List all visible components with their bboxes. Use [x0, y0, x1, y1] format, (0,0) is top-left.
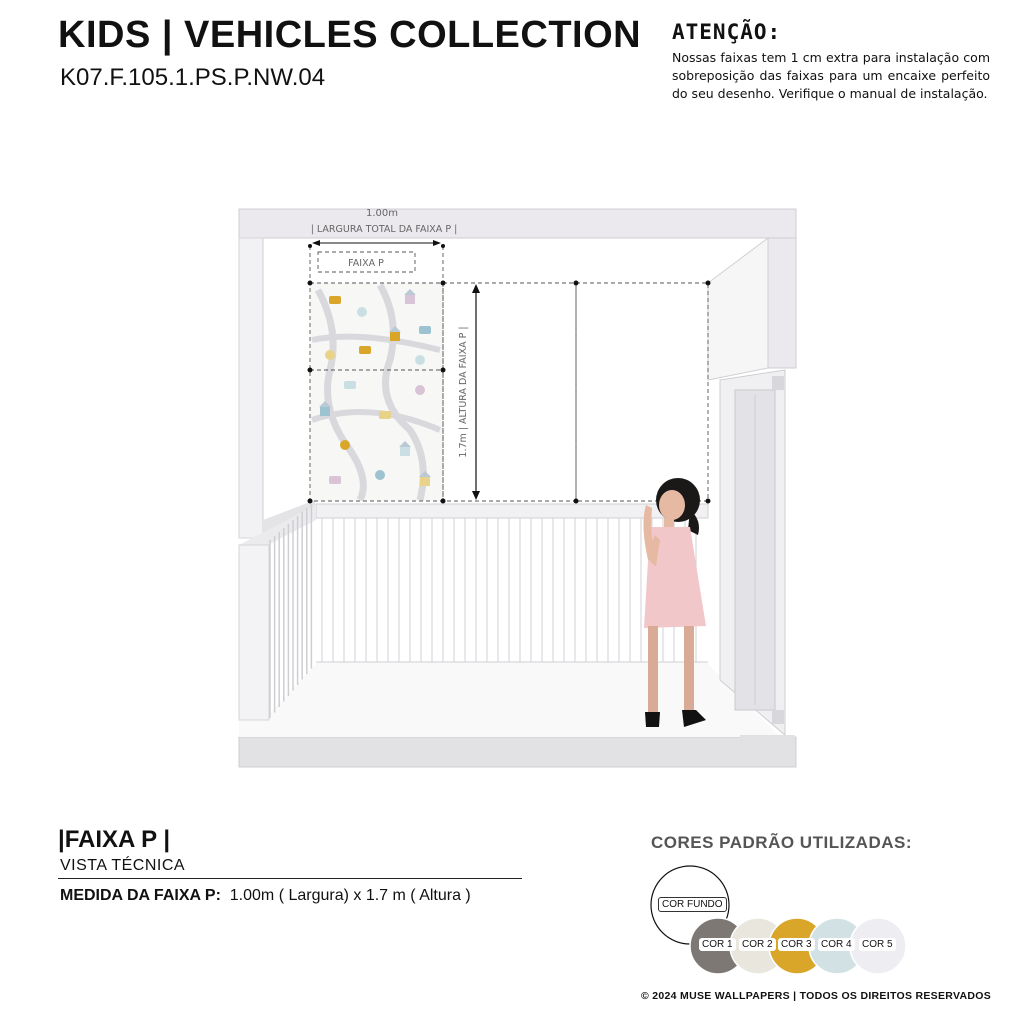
right-column: [768, 238, 796, 368]
product-code: K07.F.105.1.PS.P.NW.04: [60, 64, 326, 91]
swatch-label: COR 4: [818, 938, 855, 951]
width-label: | LARGURA TOTAL DA FAIXA P |: [310, 224, 458, 235]
measurement-label: MEDIDA DA FAIXA P:: [60, 887, 221, 904]
copyright: © 2024 MUSE WALLPAPERS | TODOS OS DIREITOS RESERVADOS: [641, 990, 992, 1002]
strip-label: FAIXA P: [348, 258, 384, 269]
width-measure: 1.00m: [365, 208, 399, 219]
page-title: KIDS | VEHICLES COLLECTION: [58, 14, 642, 56]
color-swatches: [651, 866, 906, 974]
attention-text: Nossas faixas tem 1 cm extra para instalação com sobreposição das faixas para um encaixe perfeito do seu desenho. Verifique o manual de instalação.: [672, 50, 990, 101]
swatch-label: COR 5: [859, 938, 896, 951]
view-subtitle: VISTA TÉCNICA: [60, 857, 186, 874]
wallpaper-strip-faixa-p: [310, 283, 443, 501]
divider: [58, 878, 522, 879]
attention-title: ATENÇÃO:: [672, 20, 782, 44]
right-wall-upper: [708, 238, 768, 380]
swatch-label: COR 1: [699, 938, 736, 951]
left-wall: [239, 238, 263, 538]
swatch-label: COR 3: [778, 938, 815, 951]
sliding-door: [720, 370, 795, 743]
swatch-label: COR 2: [739, 938, 776, 951]
colors-title: CORES PADRÃO UTILIZADAS:: [651, 833, 913, 852]
height-label: 1.7m | ALTURA DA FAIXA P |: [458, 326, 469, 458]
strip-title: |FAIXA P |: [58, 826, 171, 853]
swatch-label: COR FUNDO: [658, 897, 727, 912]
floor: [239, 662, 780, 737]
floor-slab: [239, 737, 796, 767]
measurement-value: 1.00m ( Largura) x 1.7 m ( Altura ): [229, 887, 471, 904]
strip-measurement: [60, 887, 471, 905]
